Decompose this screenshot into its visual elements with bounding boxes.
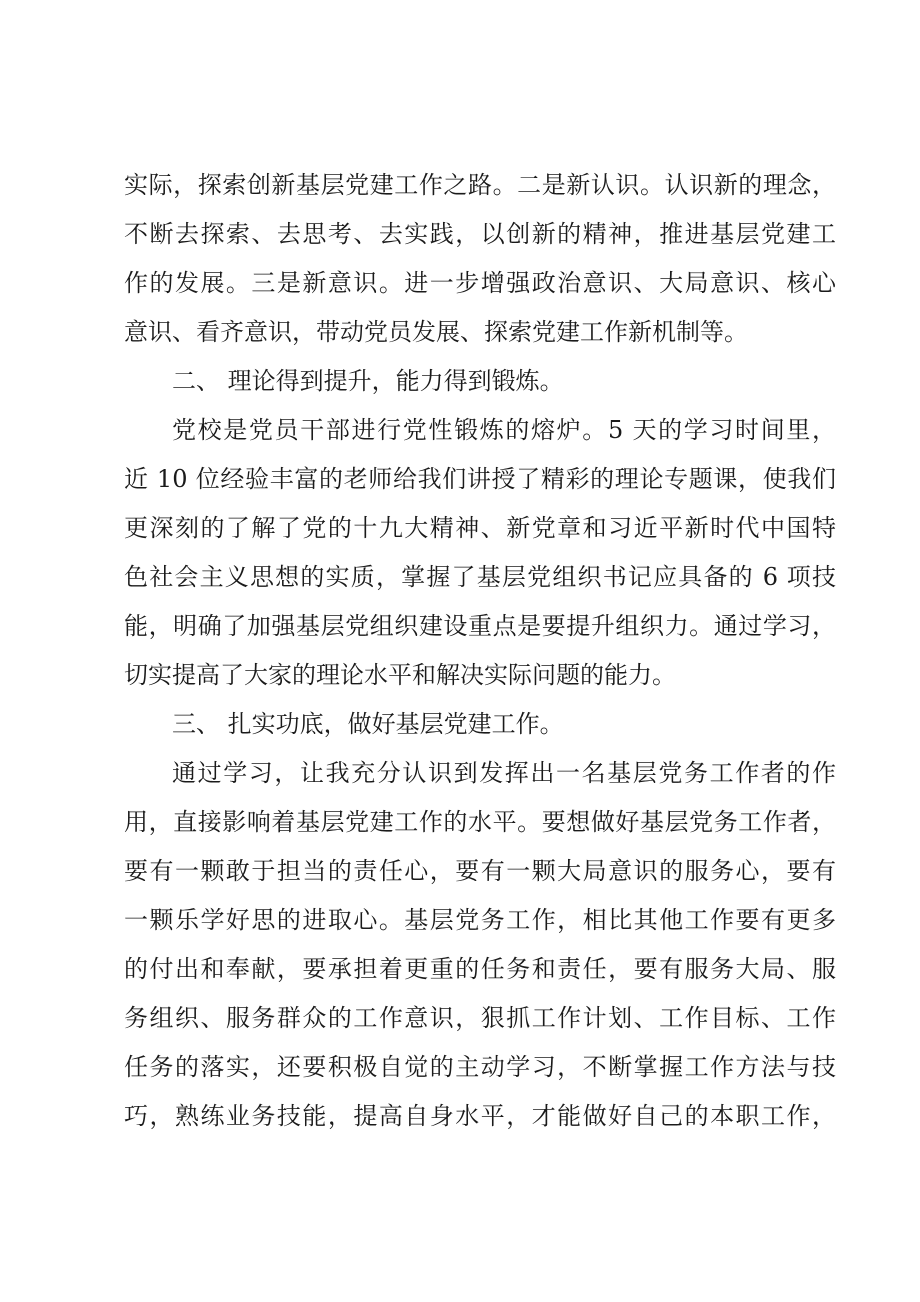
body-line: 切实提高了大家的理论水平和解决实际问题的能力。 [124,661,676,689]
section-heading: 二、 理论得到提升，能力得到锻炼。 [172,367,564,395]
body-line: 能，明确了加强基层党组织建设重点是要提升组织力。通过学习， [124,612,836,640]
body-line: 色社会主义思想的实质，掌握了基层党组织书记应具备的 6 项技 [124,563,836,591]
body-line: 更深刻的了解了党的十九大精神、新党章和习近平新时代中国特 [124,514,836,542]
paragraph-first-line: 通过学习，让我充分认识到发挥出一名基层党务工作者的作 [172,759,836,787]
body-line: 用，直接影响着基层党建工作的水平。要想做好基层党务工作者， [124,808,836,836]
paragraph-first-line: 党校是党员干部进行党性锻炼的熔炉。5 天的学习时间里， [172,416,836,444]
body-line: 不断去探索、去思考、去实践，以创新的精神，推进基层党建工 [124,220,836,248]
body-line: 巧，熟练业务技能，提高自身水平，才能做好自己的本职工作， [124,1102,836,1130]
body-line: 务组织、服务群众的工作意识，狠抓工作计划、工作目标、工作 [124,1004,836,1032]
body-line: 任务的落实，还要积极自觉的主动学习，不断掌握工作方法与技 [124,1053,836,1081]
body-line: 要有一颗敢于担当的责任心，要有一颗大局意识的服务心，要有 [124,857,836,885]
body-line: 实际，探索创新基层党建工作之路。二是新认识。认识新的理念， [124,171,836,199]
body-line: 近 10 位经验丰富的老师给我们讲授了精彩的理论专题课，使我们 [124,465,836,493]
body-line: 作的发展。三是新意识。进一步增强政治意识、大局意识、核心 [124,269,836,297]
section-heading: 三、 扎实功底，做好基层党建工作。 [172,710,564,738]
body-line: 的付出和奉献，要承担着更重的任务和责任，要有服务大局、服 [124,955,836,983]
body-line: 意识、看齐意识，带动党员发展、探索党建工作新机制等。 [124,318,748,346]
body-line: 一颗乐学好思的进取心。基层党务工作，相比其他工作要有更多 [124,906,836,934]
